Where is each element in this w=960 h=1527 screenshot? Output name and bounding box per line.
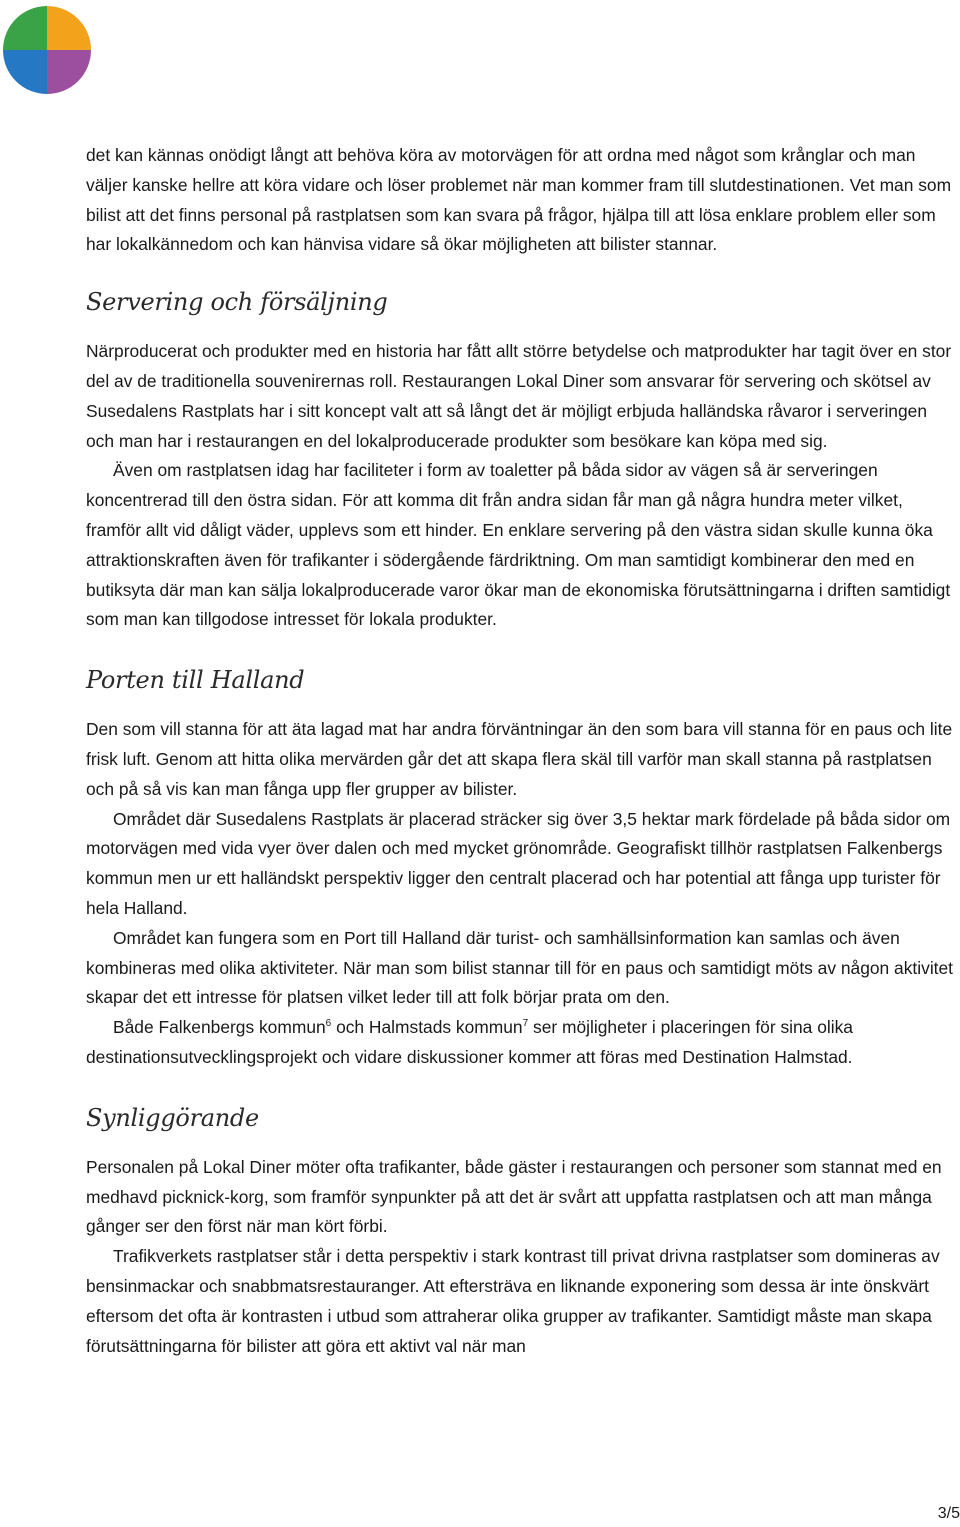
body-paragraph: Trafikverkets rastplatser står i detta perspektiv i stark kontrast till privat drivna rastplatser som domineras av bensinmackar och snabbmatsrestauranger. Att eftersträva en liknande exponering som dessa är inte önskvärt eftersom det ofta är kontrasten i utbud som attraherar olika grupper av trafikanter. Samtidigt måste man skapa förutsättningarna för bilister att göra ett aktivt val när man — [86, 1246, 940, 1356]
page-number: 3/5 — [937, 1505, 960, 1522]
body-paragraph: Närproducerat och produkter med en historia har fått allt större betydelse och matprodukter har tagit över en stor del av de traditionella souvenirernas roll. Restaurangen Lokal Diner som ansvarar för servering och skötsel av Susedalens Rastplats har i sitt koncept valt att så långt det är möjligt erbjuda halländska råvaror i serveringen och man har i restaurangen en del lokalproducerade produkter som besökare kan köpa med sig. — [86, 341, 952, 451]
body-paragraph: Personalen på Lokal Diner möter ofta trafikanter, både gäster i restaurangen och personer som stannat med en medhavd picknick-korg, som framför synpunkter på att det är svårt att uppfatta rastplatsen och att man många gånger ser den först när man kört förbi. — [86, 1156, 942, 1237]
body-paragraph: Området kan fungera som en Port till Halland där turist- och samhällsinformation kan samlas och även kombineras med olika aktiviteter. När man som bilist stannar till för en paus och samtidigt möts av någon aktivitet skapar det ett intresse för platsen vilket leder till att folk börjar prata om den. — [86, 927, 954, 1008]
page-content — [86, 141, 958, 1361]
text-run: Både Falkenbergs kommun — [113, 1017, 326, 1038]
footnote-reference[interactable]: 6 — [325, 1018, 332, 1030]
body-paragraph: Den som vill stanna för att äta lagad mat har andra förväntningar än den som bara vill stanna för en paus och lite frisk luft. Genom att hitta olika mervärden går det att skapa flera skäl till varför man skall stanna på rastplatsen och på så vis kan man fånga upp fler grupper av bilister. — [86, 719, 953, 799]
body-paragraph: Området där Susedalens Rastplats är placerad sträcker sig över 3,5 hektar mark fördelade på båda sidor om motorvägen med vida vyer över dalen och med mycket grönområde. Geografiskt tillhör rastplatsen Falkenbergs kommun men ur ett halländskt perspektiv ligger den centralt placerad och har potential att fånga upp turister för hela Halland. — [86, 808, 951, 918]
text-run: ser möjligheter i placeringen för sina olika destinationsutvecklingsprojekt och vidare diskussioner kommer att föras med Destination Halmstad. — [86, 1017, 853, 1067]
body-paragraph-footnoted — [86, 1013, 958, 1073]
body-paragraph: Även om rastplatsen idag har faciliteter i form av toaletter på båda sidor av vägen så är serveringen koncentrerad till den östra sidan. För att komma dit från andra sidan får man gå några hundra meter vilket, framför allt vid dåligt väder, upplevs som ett hinder. En enklare servering på den västra sidan skulle kunna öka attraktionskraften även för trafikanter i södergående färdriktning. Om man samtidigt kombinerar den med en butiksyta där man kan sälja lokalproducerade varor ökar man de ekonomiska förutsättningarna i driften samtidigt som man kan tillgodose intresset för lokala produkter. — [86, 460, 951, 630]
section-heading-servering: Servering och försäljning — [86, 288, 388, 317]
footnote-reference[interactable]: 7 — [522, 1018, 529, 1030]
section-heading-porten: Porten till Halland — [86, 666, 305, 695]
section-heading-synliggorande: Synliggörande — [86, 1103, 259, 1132]
text-run: och Halmstads kommun — [331, 1017, 523, 1038]
organization-logo-icon — [3, 6, 91, 94]
continuation-paragraph: det kan kännas onödigt långt att behöva köra av motorvägen för att ordna med något som krånglar och man väljer kanske hellre att köra vidare och löser problemet när man kommer fram till slutdestinationen. Vet man som bilist att det finns personal på rastplatsen som kan svara på frågor, hjälpa till att lösa enklare problem eller som har lokalkännedom och kan hänvisa vidare så ökar möjligheten att bilister stannar. — [86, 145, 952, 255]
